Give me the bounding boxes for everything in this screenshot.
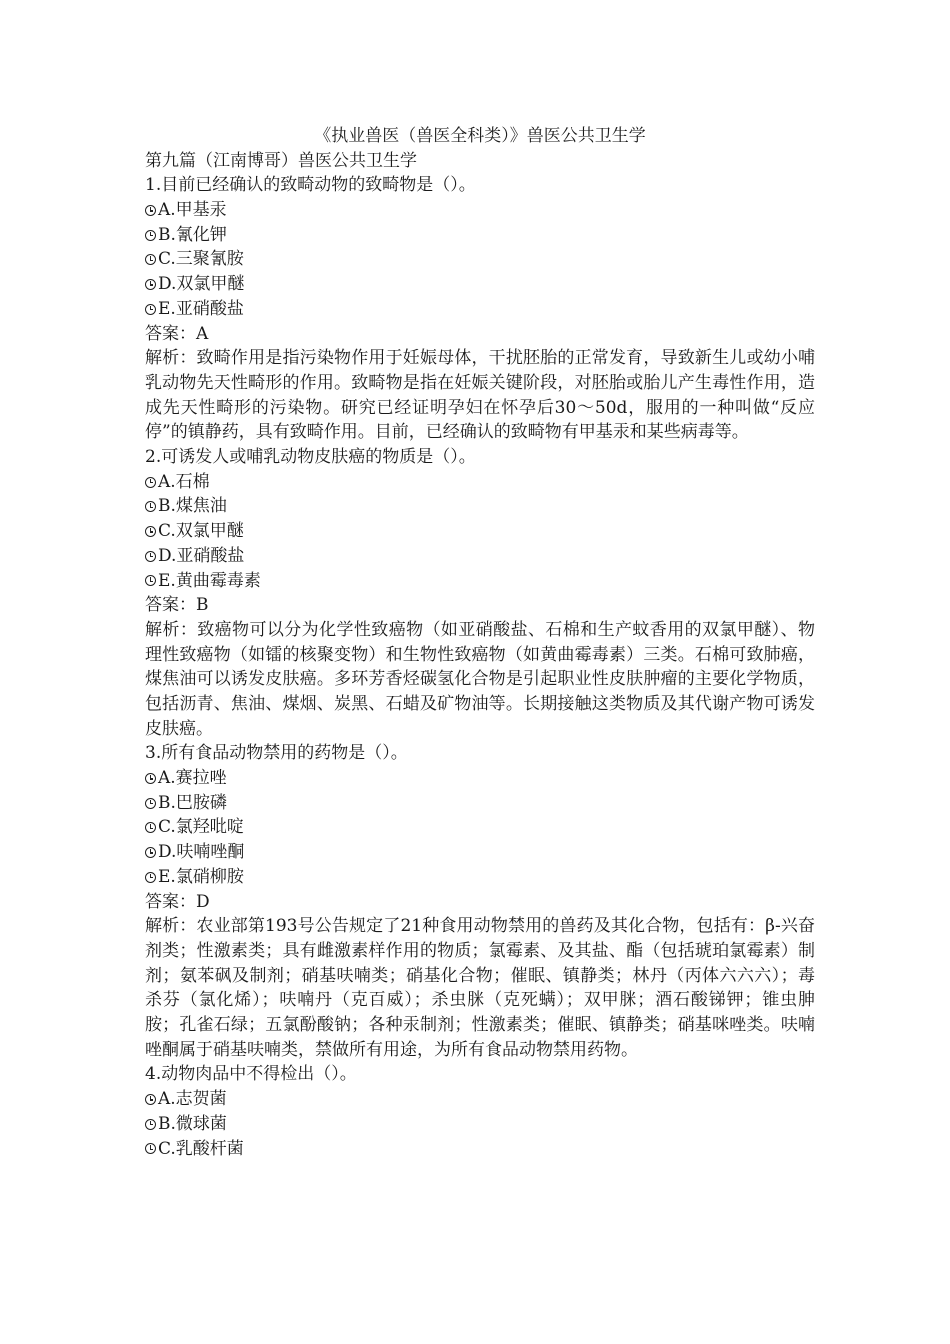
option-label: A.志贺菌 xyxy=(158,1089,227,1110)
option-e[interactable] xyxy=(145,865,815,890)
analysis-text: 解析：农业部第193号公告规定了21种食用动物禁用的兽药及其化合物，包括有：β-兴奋剂类；性激素类；具有雌激素样作用的物质；氯霉素、及其盐、酯（包括琥珀氯霉素）制剂；氨苯砜及制剂；硝基呋喃类；硝基化合物；催眠、镇静类；林丹（丙体六六六）；毒杀芬（氯化烯）；呋喃丹（克百威）；杀虫脒（克死螨）；双甲脒；酒石酸锑钾；锥虫胂胺；孔雀石绿；五氯酚酸钠；各种汞制剂；性激素类；催眠、镇静类；硝基咪唑类。呋喃唑酮属于硝基呋喃类，禁做所有用途，为所有食品动物禁用药物。 xyxy=(145,916,815,1060)
option-label: D.呋喃唑酮 xyxy=(158,842,245,863)
radio-icon[interactable] xyxy=(145,230,156,241)
radio-icon[interactable] xyxy=(145,501,156,512)
radio-icon[interactable] xyxy=(145,773,156,784)
option-a[interactable] xyxy=(145,1087,815,1112)
option-d[interactable] xyxy=(145,272,815,297)
radio-icon[interactable] xyxy=(145,798,156,809)
option-c[interactable] xyxy=(145,1137,815,1162)
option-label: C.双氯甲醚 xyxy=(158,521,244,542)
radio-icon[interactable] xyxy=(145,254,156,265)
analysis-text: 解析：致癌物可以分为化学性致癌物（如亚硝酸盐、石棉和生产蚊香用的双氯甲醚）、物理性致癌物（如镭的核聚变物）和生物性致癌物（如黄曲霉毒素）三类。石棉可致肺癌，煤焦油可以诱发皮肤癌。多环芳香烃碳氢化合物是引起职业性皮肤肿瘤的主要化学物质，包括沥青、焦油、煤烟、炭黑、石蜡及矿物油等。长期接触这类物质及其代谢产物可诱发皮肤癌。 xyxy=(145,619,815,739)
option-b[interactable] xyxy=(145,494,815,519)
option-label: D.亚硝酸盐 xyxy=(158,545,245,566)
option-b[interactable] xyxy=(145,223,815,248)
analysis-text: 解析：致畸作用是指污染物作用于妊娠母体，干扰胚胎的正常发育，导致新生儿或幼小哺乳动物先天性畸形的作用。致畸物是指在妊娠关键阶段，对胚胎或胎儿产生毒性作用，造成先天性畸形的污染物。研究已经证明孕妇在怀孕后30～50d，服用的一种叫做“反应停”的镇静药，具有致畸作用。目前，已经确认的致畸物有甲基汞和某些病毒等。 xyxy=(145,348,815,443)
option-label: B.微球菌 xyxy=(158,1113,227,1134)
option-label: B.煤焦油 xyxy=(158,496,227,517)
option-a[interactable] xyxy=(145,198,815,223)
option-label: B.巴胺磷 xyxy=(158,792,227,813)
option-label: A.甲基汞 xyxy=(158,200,227,221)
radio-icon[interactable] xyxy=(145,1143,156,1154)
option-e[interactable] xyxy=(145,569,815,594)
option-label: C.乳酸杆菌 xyxy=(158,1138,244,1159)
answer-text: 答案：D xyxy=(145,891,210,912)
radio-icon[interactable] xyxy=(145,872,156,883)
question-block xyxy=(145,1062,815,1161)
option-label: A.赛拉唑 xyxy=(158,768,227,789)
radio-icon[interactable] xyxy=(145,551,156,562)
option-c[interactable] xyxy=(145,519,815,544)
option-d[interactable] xyxy=(145,544,815,569)
option-a[interactable] xyxy=(145,766,815,791)
question-text: 3.所有食品动物禁用的药物是（）。 xyxy=(145,743,408,764)
radio-icon[interactable] xyxy=(145,526,156,537)
question-block xyxy=(145,173,815,445)
option-label: C.三聚氰胺 xyxy=(158,249,244,270)
option-label: B.氰化钾 xyxy=(158,224,227,245)
radio-icon[interactable] xyxy=(145,304,156,315)
question-text: 1.目前已经确认的致畸动物的致畸物是（）。 xyxy=(145,175,476,196)
radio-icon[interactable] xyxy=(145,822,156,833)
question-text: 4.动物肉品中不得检出（）。 xyxy=(145,1064,357,1085)
option-label: A.石棉 xyxy=(158,471,210,492)
radio-icon[interactable] xyxy=(145,847,156,858)
option-c[interactable] xyxy=(145,247,815,272)
option-c[interactable] xyxy=(145,815,815,840)
option-label: E.亚硝酸盐 xyxy=(158,298,244,319)
option-d[interactable] xyxy=(145,840,815,865)
document-title: 《执业兽医（兽医全科类）》兽医公共卫生学 xyxy=(314,126,646,146)
option-label: C.氯羟吡啶 xyxy=(158,817,244,838)
radio-icon[interactable] xyxy=(145,279,156,290)
question-block xyxy=(145,445,815,741)
document-content xyxy=(145,124,815,1161)
question-text: 2.可诱发人或哺乳动物皮肤癌的物质是（）。 xyxy=(145,447,476,468)
radio-icon[interactable] xyxy=(145,477,156,488)
answer-text: 答案：A xyxy=(145,323,209,344)
option-b[interactable] xyxy=(145,1112,815,1137)
radio-icon[interactable] xyxy=(145,575,156,586)
option-label: E.黄曲霉毒素 xyxy=(158,570,261,591)
question-block xyxy=(145,741,815,1062)
section-heading: 第九篇（江南博哥）兽医公共卫生学 xyxy=(145,150,417,171)
radio-icon[interactable] xyxy=(145,1119,156,1130)
radio-icon[interactable] xyxy=(145,1094,156,1105)
option-label: E.氯硝柳胺 xyxy=(158,866,244,887)
option-e[interactable] xyxy=(145,297,815,322)
option-b[interactable] xyxy=(145,791,815,816)
answer-text: 答案：B xyxy=(145,595,209,616)
option-label: D.双氯甲醚 xyxy=(158,274,245,295)
radio-icon[interactable] xyxy=(145,205,156,216)
option-a[interactable] xyxy=(145,470,815,495)
